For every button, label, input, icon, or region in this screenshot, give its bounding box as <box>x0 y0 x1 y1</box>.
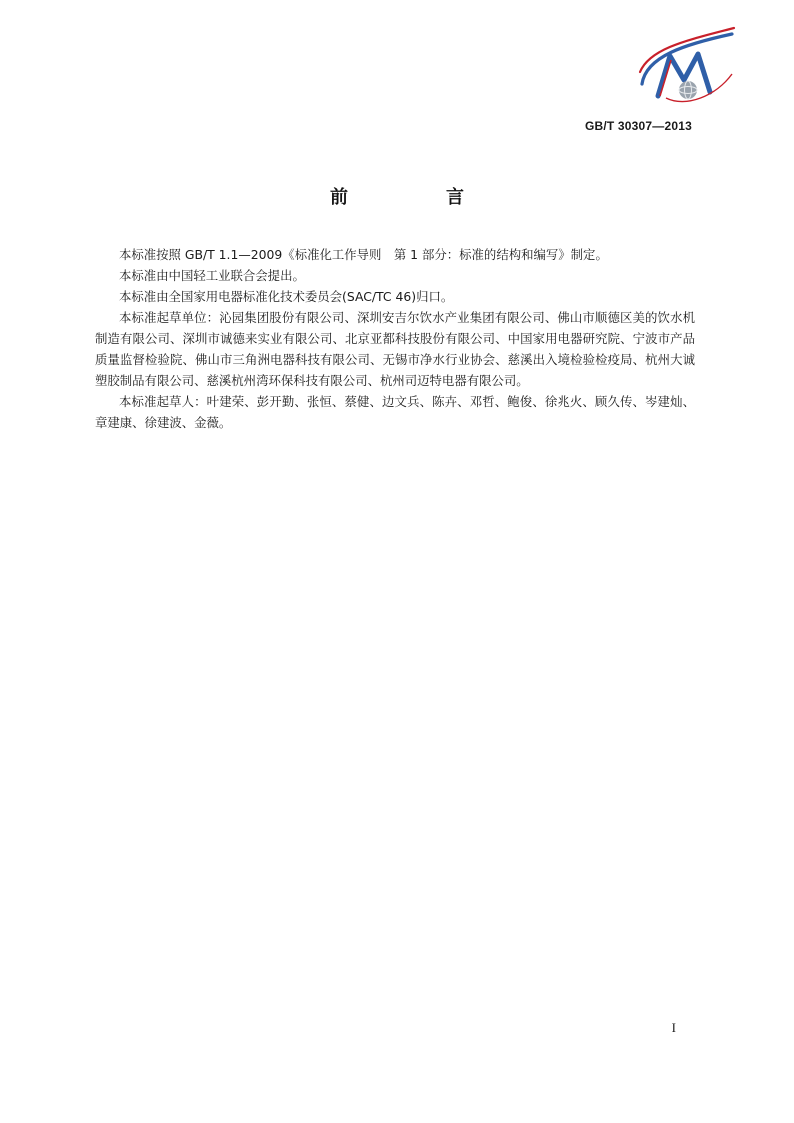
foreword-paragraph: 本标准由中国轻工业联合会提出。 <box>119 268 305 283</box>
foreword-paragraph: 本标准起草人：叶建荣、彭开勤、张恒、蔡健、边文兵、陈卉、邓哲、鲍俊、徐兆火、顾久传、岑建灿、章建康、徐建波、金薇。 <box>95 394 695 430</box>
page-number: I <box>671 1020 676 1035</box>
foreword-paragraph: 本标准由全国家用电器标准化技术委员会(SAC/TC 46)归口。 <box>119 289 454 304</box>
standards-logo-icon <box>636 26 738 106</box>
foreword-paragraph: 本标准起草单位：沁园集团股份有限公司、深圳安吉尔饮水产业集团有限公司、佛山市顺德区美的饮水机制造有限公司、深圳市诚德来实业有限公司、北京亚都科技股份有限公司、中国家用电器研究院、宁波市产品质量监督检验院、佛山市三角洲电器科技有限公司、无锡市净水行业协会、慈溪出入境检验检疫局、杭州大诚塑胶制品有限公司、慈溪杭州湾环保科技有限公司、杭州司迈特电器有限公司。 <box>95 310 695 388</box>
foreword-body <box>95 244 695 433</box>
page-title: 前 言 <box>330 187 504 208</box>
foreword-paragraph: 本标准按照 GB/T 1.1—2009《标准化工作导则 第 1 部分：标准的结构和编写》制定。 <box>119 247 608 262</box>
standard-code: GB/T 30307—2013 <box>584 119 692 133</box>
